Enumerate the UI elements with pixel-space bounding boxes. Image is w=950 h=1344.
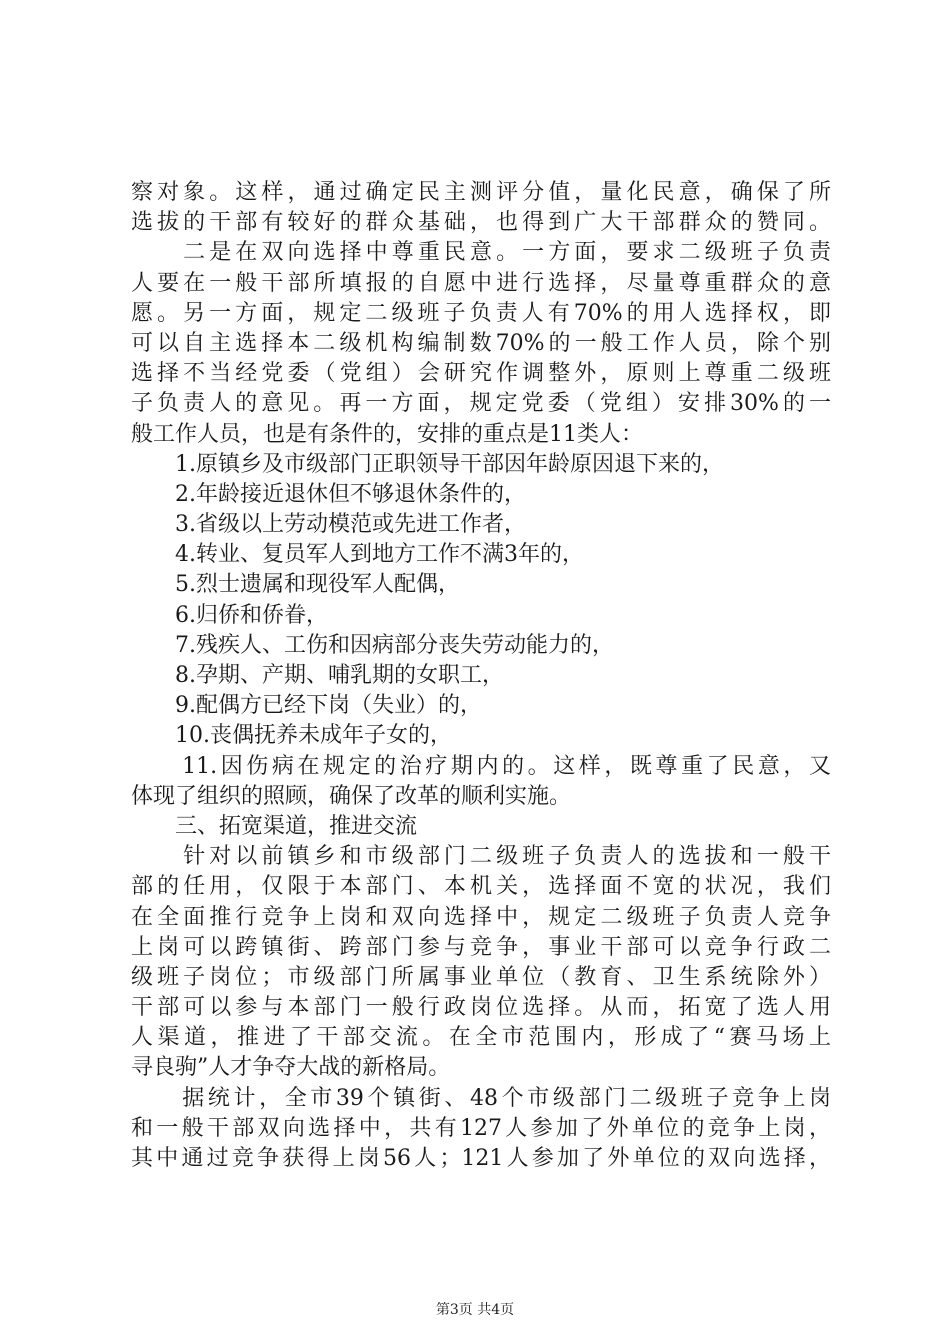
list-item: 8.孕期、产期、哺乳期的女职工， bbox=[131, 663, 504, 688]
text-line: 二是在双向选择中尊重民意。一方面，要求二级班子负责 bbox=[131, 240, 831, 266]
text-line: 选择不当经党委（党组）会研究作调整外，原则上尊重二级班 bbox=[131, 361, 831, 387]
list-item: 5.烈士遗属和现役军人配偶， bbox=[131, 572, 460, 598]
list-item: 9.配偶方已经下岗（失业）的， bbox=[131, 693, 482, 719]
body-text bbox=[131, 178, 831, 1174]
text-line: 可以自主选择本二级机构编制数70%的一般工作人员，除个别 bbox=[131, 330, 831, 356]
text-line: 上岗可以跨镇街、跨部门参与竞争，事业干部可以竞争行政二 bbox=[131, 934, 831, 960]
list-item: 11.因伤病在规定的治疗期内的。这样，既尊重了民意，又 bbox=[131, 753, 831, 779]
text-line: 愿。另一方面，规定二级班子负责人有70%的用人选择权，即 bbox=[131, 300, 831, 326]
text-line: 寻良驹”人才争夺大战的新格局。 bbox=[131, 1055, 451, 1081]
list-item: 6.归侨和侨眷， bbox=[131, 602, 328, 628]
list-item: 3.省级以上劳动模范或先进工作者， bbox=[131, 512, 526, 538]
list-item: 10.丧偶抚养未成年子女的， bbox=[131, 723, 452, 749]
text-line: 干部可以参与本部门一般行政岗位选择。从而，拓宽了选人用 bbox=[131, 995, 831, 1021]
text-line: 体现了组织的照顾，确保了改革的顺利实施。 bbox=[131, 783, 572, 809]
list-item: 1.原镇乡及市级部门正职领导干部因年龄原因退下来的， bbox=[131, 451, 724, 477]
list-item: 4.转业、复员军人到地方工作不满3年的， bbox=[131, 542, 584, 568]
text-line: 人渠道，推进了干部交流。在全市范围内，形成了“赛马场上 bbox=[131, 1025, 831, 1051]
text-line: 级班子岗位；市级部门所属事业单位（教育、卫生系统除外） bbox=[131, 964, 831, 990]
text-line: 子负责人的意见。再一方面，规定党委（党组）安排30%的一 bbox=[131, 391, 831, 417]
text-line: 察对象。这样，通过确定民主测评分值，量化民意，确保了所 bbox=[131, 180, 831, 205]
page-footer: 第3页 共4页 bbox=[435, 1302, 515, 1318]
text-line: 在全面推行竞争上岗和双向选择中，规定二级班子负责人竞争 bbox=[131, 904, 831, 930]
text-line: 和一般干部双向选择中，共有127人参加了外单位的竞争上岗， bbox=[131, 1115, 831, 1141]
text-line: 般工作人员，也是有条件的，安排的重点是11类人： bbox=[131, 421, 643, 447]
text-line: 人要在一般干部所填报的自愿中进行选择，尽量尊重群众的意 bbox=[131, 270, 831, 296]
list-item: 2.年龄接近退休但不够退休条件的， bbox=[131, 481, 526, 507]
section-heading: 三、拓宽渠道，推进交流 bbox=[131, 813, 418, 839]
list-item: 7.残疾人、工伤和因病部分丧失劳动能力的， bbox=[131, 632, 614, 658]
text-line: 其中通过竞争获得上岗56人；121人参加了外单位的双向选择， bbox=[131, 1146, 831, 1171]
text-line: 针对以前镇乡和市级部门二级班子负责人的选拔和一般干 bbox=[131, 844, 831, 870]
text-line: 选拔的干部有较好的群众基础，也得到广大干部群众的赞同。 bbox=[131, 210, 831, 236]
text-line: 部的任用，仅限于本部门、本机关，选择面不宽的状况，我们 bbox=[131, 874, 831, 900]
text-line: 据统计，全市39个镇街、48个市级部门二级班子竞争上岗 bbox=[131, 1085, 831, 1111]
